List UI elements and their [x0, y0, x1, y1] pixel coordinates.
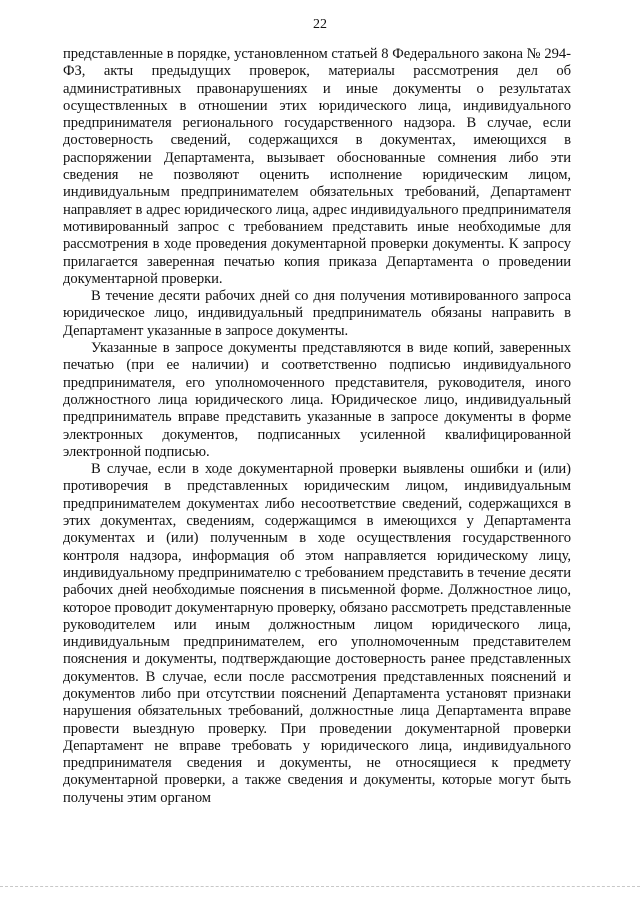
page-number: 22 [313, 17, 327, 32]
paragraph: В случае, если в ходе документарной проверки выявлены ошибки и (или) противоречия в представленных юридическим лицом, индивидуальным предпринимателем документах либо несоответствие сведений, содержащихся в этих документах, сведениям, содержащимся в имеющихся у Департамента документах и (или) полученным в ходе осуществления государственного контроля надзора, информация об этом направляется юридическому лицу, индивидуальному предпринимателю с требованием представить в течение десяти рабочих дней необходимые пояснения в письменной форме. Должностное лицо, которое проводит документарную проверку, обязано рассмотреть представленные руководителем или иным должностным лицом юридического лица, индивидуальным предпринимателем, его уполномоченным представителем пояснения и документы, подтверждающие достоверность ранее представленных документов. В случае, если после рассмотрения представленных пояснений и документов либо при отсутствии пояснений Департамента установят признаки нарушения обязательных требований, должностные лица Департамента вправе провести выездную проверку. При проведении документарной проверки Департамент не вправе требовать у юридического лица, индивидуального предпринимателя сведения и документы, не относящиеся к предмету документарной проверки, а также сведения и документы, которые могут быть получены этим органом [63, 461, 571, 806]
paragraph: Указанные в запросе документы представляются в виде копий, заверенных печатью (при ее наличии) и соответственно подписью индивидуального предпринимателя, его уполномоченного представителя, руководителя, иного должностного лица юридического лица. Юридическое лицо, индивидуальный предприниматель вправе представить указанные в запросе документы в форме электронных документов, подписанных усиленной квалифицированной электронной подписью. [63, 340, 571, 460]
paragraph: В течение десяти рабочих дней со дня получения мотивированного запроса юридическое лицо, индивидуальный предприниматель обязаны направить в Департамент указанные в запросе документы. [63, 288, 571, 339]
scan-edge-divider [0, 886, 640, 888]
document-body [63, 46, 571, 807]
paragraph: представленные в порядке, установленном статьей 8 Федерального закона № 294-ФЗ, акты предыдущих проверок, материалы рассмотрения дел об административных правонарушениях и иные документы о результатах осуществленных в отношении этих юридического лица, индивидуального предпринимателя регионального государственного надзора. В случае, если достоверность сведений, содержащихся в документах, имеющихся в распоряжении Департамента, вызывает обоснованные сомнения либо эти сведения не позволяют оценить исполнение юридическим лицом, индивидуальным предпринимателем обязательных требований, Департамент направляет в адрес юридического лица, адрес индивидуального предпринимателя мотивированный запрос с требованием представить иные необходимые для рассмотрения в ходе проведения документарной проверки документы. К запросу прилагается заверенная печатью копия приказа Департамента о проведении документарной проверки. [63, 46, 571, 287]
